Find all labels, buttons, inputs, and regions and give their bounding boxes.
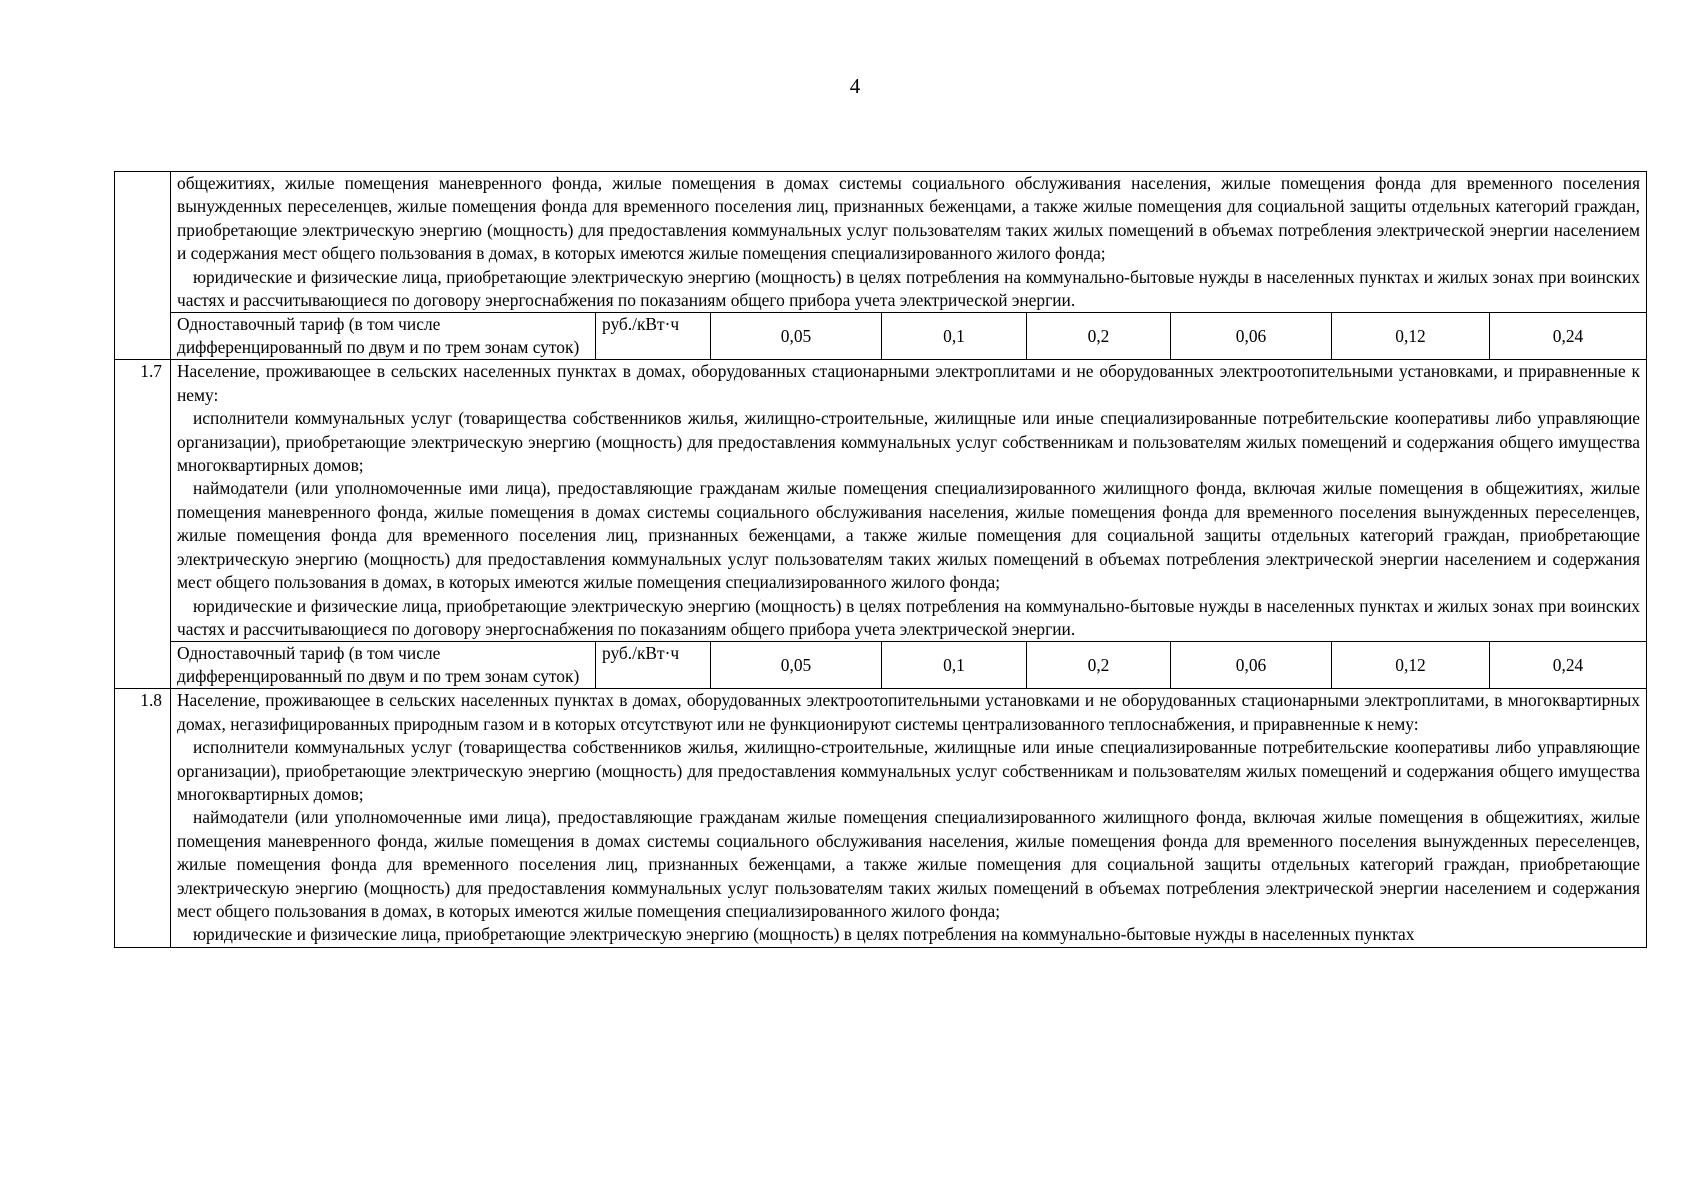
rate-label: Одноставочный тариф (в том числе дифференцированный по двум и по трем зонам суток): [171, 642, 596, 689]
paragraph: исполнители коммунальных услуг (товарищества собственников жилья, жилищно-строительные, жилищные или иные специализированные потребительские кооперативы либо управляющие организации), приобретающие электрическую энергию (мощность) для предоставления коммунальных услуг собственникам и пользователям жилых помещений и содержания общего имущества многоквартирных домов;: [177, 737, 1641, 804]
paragraph: наймодатели (или уполномоченные ими лица), предоставляющие гражданам жилые помещения специализированного жилищного фонда, включая жилые помещения в общежитиях, жилые помещения маневренного фонда, жилые помещения в домах системы социального обслуживания населения, жилые помещения фонда для временного поселения вынужденных переселенцев, жилые помещения фонда для временного поселения лиц, признанных беженцами, а также жилые помещения для социальной защиты отдельных категорий граждан, приобретающие электрическую энергию (мощность) для предоставления коммунальных услуг пользователям таких жилых помещений в объемах потребления электрической энергии населением и содержания мест общего пользования в домах, в которых имеются жилые помещения специализированного жилого фонда;: [177, 807, 1641, 921]
description-cell: [171, 689, 1647, 947]
rate-row: [115, 313, 1647, 360]
page-number: 4: [849, 74, 861, 98]
paragraph: наймодатели (или уполномоченные ими лица), предоставляющие гражданам жилые помещения специализированного жилищного фонда, включая жилые помещения в общежитиях, жилые помещения маневренного фонда, жилые помещения в домах системы социального обслуживания населения, жилые помещения фонда для временного поселения вынужденных переселенцев, жилые помещения фонда для временного поселения лиц, признанных беженцами, а также жилые помещения для социальной защиты отдельных категорий граждан, приобретающие электрическую энергию (мощность) для предоставления коммунальных услуг пользователям таких жилых помещений в объемах потребления электрической энергии населением и содержания мест общего пользования в домах, в которых имеются жилые помещения специализированного жилого фонда;: [177, 478, 1641, 593]
paragraph: исполнители коммунальных услуг (товарищества собственников жилья, жилищно-строительные, жилищные или иные специализированные потребительские кооперативы либо управляющие организации), приобретающие электрическую энергию (мощность) для предоставления коммунальных услуг собственникам и пользователям жилых помещений и содержания общего имущества многоквартирных домов;: [177, 408, 1641, 476]
rate-value: 0,06: [1171, 313, 1332, 360]
rate-value: 0,12: [1332, 313, 1490, 360]
description-cell: [171, 172, 1647, 313]
paragraph: Население, проживающее в сельских населенных пунктах в домах, оборудованных стационарными электроплитами и не оборудованных электроотопительными установками, и приравненные к нему:: [177, 361, 1641, 405]
rate-value: 0,12: [1332, 642, 1490, 689]
rate-row: [115, 642, 1647, 689]
table-row-1-8: [115, 689, 1647, 947]
rate-value: 0,24: [1490, 642, 1647, 689]
unit-label: руб./кВт·ч: [596, 642, 711, 689]
row-number: 1.8: [115, 689, 171, 947]
row-number: 1.7: [115, 360, 171, 689]
rate-value: 0,1: [882, 642, 1027, 689]
rate-value: 0,2: [1027, 642, 1171, 689]
table-row-1-7: [115, 360, 1647, 642]
paragraph: юридические и физические лица, приобретающие электрическую энергию (мощность) в целях потребления на коммунально-бытовые нужды в населенных пунктах и жилых зонах при воинских частях и рассчитывающиеся по договору энергоснабжения по показаниям общего прибора учета электрической энергии.: [177, 266, 1641, 311]
rate-value: 0,1: [882, 313, 1027, 360]
rate-label: Одноставочный тариф (в том числе дифференцированный по двум и по трем зонам суток): [171, 313, 596, 360]
description-cell: [171, 360, 1647, 642]
rate-value: 0,06: [1171, 642, 1332, 689]
table-row-continuation: [115, 172, 1647, 313]
rate-value: 0,2: [1027, 313, 1171, 360]
rate-value: 0,05: [711, 313, 882, 360]
rate-value: 0,24: [1490, 313, 1647, 360]
tariff-table: [114, 171, 1647, 948]
paragraph: Население, проживающее в сельских населенных пунктах в домах, оборудованных электроотопительными установками и не оборудованных стационарными электроплитами, в многоквартирных домах, негазифицированных природным газом и в которых отсутствуют или не функционируют системы централизованного теплоснабжения, и приравненные к нему:: [177, 690, 1641, 734]
paragraph: юридические и физические лица, приобретающие электрическую энергию (мощность) в целях потребления на коммунально-бытовые нужды в населенных пунктах: [193, 924, 1415, 945]
paragraph: юридические и физические лица, приобретающие электрическую энергию (мощность) в целях потребления на коммунально-бытовые нужды в населенных пунктах и жилых зонах при воинских частях и рассчитывающиеся по договору энергоснабжения по показаниям общего прибора учета электрической энергии.: [177, 595, 1641, 639]
unit-label: руб./кВт·ч: [596, 313, 711, 360]
rate-value: 0,05: [711, 642, 882, 689]
row-number-cell: [115, 172, 171, 360]
paragraph: общежитиях, жилые помещения маневренного фонда, жилые помещения в домах системы социального обслуживания населения, жилые помещения фонда для временного поселения вынужденных переселенцев, жилые помещения фонда для временного поселения лиц, признанных беженцами, а также жилые помещения для социальной защиты отдельных категорий граждан, приобретающие электрическую энергию (мощность) для предоставления коммунальных услуг пользователям таких жилых помещений в объемах потребления электрической энергии населением и содержания мест общего пользования в домах, в которых имеются жилые помещения специализированного жилого фонда;: [177, 173, 1641, 264]
